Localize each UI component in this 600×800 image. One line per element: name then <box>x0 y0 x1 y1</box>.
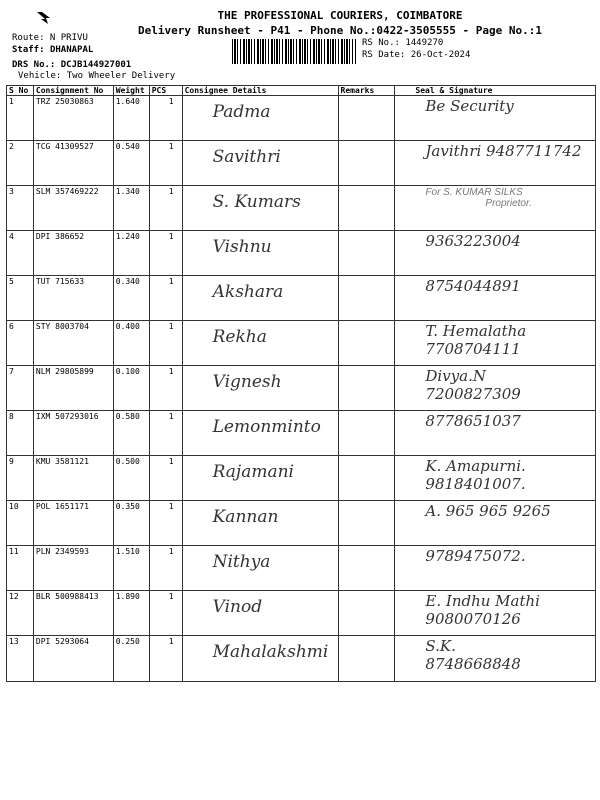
cell-sno: 5 <box>7 276 34 321</box>
table-row <box>7 456 596 501</box>
cell-weight: 1.240 <box>113 231 149 276</box>
cell-consignment-no: TCG 41309527 <box>33 141 113 186</box>
table-row <box>7 231 596 276</box>
cell-sno: 7 <box>7 366 34 411</box>
barcode <box>232 39 356 64</box>
header-signature: Seal & Signature <box>395 86 596 96</box>
cell-pcs: 1 <box>149 96 182 141</box>
cell-consignment-no: STY 8003704 <box>33 321 113 366</box>
cell-weight: 1.340 <box>113 186 149 231</box>
table-row <box>7 186 596 231</box>
cell-signature <box>395 636 596 682</box>
staff-label: Staff: <box>12 45 45 55</box>
cell-signature <box>395 141 596 186</box>
cell-consignment-no: PLN 2349593 <box>33 546 113 591</box>
cell-signature <box>395 411 596 456</box>
cell-pcs: 1 <box>149 456 182 501</box>
cell-pcs: 1 <box>149 636 182 682</box>
cell-consignee: Rajamani <box>182 456 338 501</box>
table-row <box>7 546 596 591</box>
header-sno: S No <box>7 86 34 96</box>
cell-consignment-no: NLM 29805899 <box>33 366 113 411</box>
cell-signature <box>395 591 596 636</box>
header-weight: Weight <box>113 86 149 96</box>
cell-weight: 1.510 <box>113 546 149 591</box>
drs-number: DRS No.: DCJB144927001 <box>12 60 132 70</box>
table-row <box>7 141 596 186</box>
signature-text: 8778651037 <box>425 412 521 430</box>
signature-text: A. 965 965 9265 <box>425 502 551 520</box>
cell-remarks <box>338 411 395 456</box>
signature-text: For S. KUMAR SILKS <box>425 187 523 198</box>
header-consignee: Consignee Details <box>182 86 338 96</box>
cell-pcs: 1 <box>149 501 182 546</box>
cell-pcs: 1 <box>149 141 182 186</box>
cell-remarks <box>338 501 395 546</box>
cell-consignment-no: IXM 507293016 <box>33 411 113 456</box>
rs-date: RS Date: 26-Oct-2024 <box>362 50 471 60</box>
cell-remarks <box>338 636 395 682</box>
cell-pcs: 1 <box>149 231 182 276</box>
cell-pcs: 1 <box>149 366 182 411</box>
signature-subtext: 9818401007. <box>425 475 526 493</box>
cell-sno: 11 <box>7 546 34 591</box>
table-row <box>7 411 596 456</box>
signature-text: E. Indhu Mathi 9080070126 <box>425 592 540 628</box>
table-header-row <box>7 86 596 96</box>
cell-pcs: 1 <box>149 276 182 321</box>
signature-subtext: Proprietor. <box>485 198 532 209</box>
cell-sno: 9 <box>7 456 34 501</box>
signature-text: Javithri 9487711742 <box>425 142 582 160</box>
cell-weight: 0.400 <box>113 321 149 366</box>
route-text: Route: N PRIVU <box>12 33 88 43</box>
cell-consignee: Padma <box>182 96 338 141</box>
staff-name: DHANAPAL <box>49 45 94 55</box>
signature-text: 9789475072. <box>425 547 526 565</box>
header-pcs: PCS <box>149 86 182 96</box>
cell-pcs: 1 <box>149 411 182 456</box>
cell-consignment-no: DPI 386652 <box>33 231 113 276</box>
cell-remarks <box>338 591 395 636</box>
cell-weight: 0.500 <box>113 456 149 501</box>
cell-consignment-no: POL 1651171 <box>33 501 113 546</box>
cell-consignee: Rekha <box>182 321 338 366</box>
cell-remarks <box>338 96 395 141</box>
cell-signature <box>395 186 596 231</box>
cell-consignment-no: BLR 500988413 <box>33 591 113 636</box>
table-row <box>7 636 596 682</box>
cell-consignee: Kannan <box>182 501 338 546</box>
cell-weight: 0.100 <box>113 366 149 411</box>
cell-consignee: Vishnu <box>182 231 338 276</box>
cell-signature <box>395 276 596 321</box>
cell-remarks <box>338 186 395 231</box>
cell-sno: 12 <box>7 591 34 636</box>
header-remarks: Remarks <box>338 86 395 96</box>
cell-weight: 0.540 <box>113 141 149 186</box>
vehicle-text: Vehicle: Two Wheeler Delivery <box>18 71 176 81</box>
cell-consignee: Akshara <box>182 276 338 321</box>
cell-signature <box>395 321 596 366</box>
cell-consignee: Nithya <box>182 546 338 591</box>
cell-consignment-no: TUT 715633 <box>33 276 113 321</box>
cell-signature <box>395 96 596 141</box>
cell-sno: 1 <box>7 96 34 141</box>
cell-weight: 1.640 <box>113 96 149 141</box>
cell-consignment-no: TRZ 25030863 <box>33 96 113 141</box>
cell-weight: 0.250 <box>113 636 149 682</box>
table-row <box>7 276 596 321</box>
cell-pcs: 1 <box>149 321 182 366</box>
cell-sno: 10 <box>7 501 34 546</box>
cell-sno: 3 <box>7 186 34 231</box>
cell-consignee: Savithri <box>182 141 338 186</box>
table-row <box>7 321 596 366</box>
signature-text: 9363223004 <box>425 232 521 250</box>
cell-sno: 2 <box>7 141 34 186</box>
cell-consignment-no: DPI 5293064 <box>33 636 113 682</box>
cell-signature <box>395 231 596 276</box>
signature-subtext: 7708704111 <box>425 340 521 358</box>
cell-remarks <box>338 141 395 186</box>
table-row <box>7 501 596 546</box>
cell-sno: 8 <box>7 411 34 456</box>
table-row <box>7 96 596 141</box>
runsheet-table <box>6 85 596 682</box>
cell-remarks <box>338 231 395 276</box>
header-consignment: Consignment No <box>33 86 113 96</box>
cell-consignee: S. Kumars <box>182 186 338 231</box>
cell-consignee: Vinod <box>182 591 338 636</box>
cell-consignee: Lemonminto <box>182 411 338 456</box>
cell-consignment-no: SLM 357469222 <box>33 186 113 231</box>
signature-subtext: 8748668848 <box>425 655 521 673</box>
signature-subtext: 7200827309 <box>425 385 521 403</box>
company-title: THE PROFESSIONAL COURIERS, COIMBATORE <box>217 9 463 22</box>
signature-text: S.K. <box>425 637 456 655</box>
cell-consignee: Vignesh <box>182 366 338 411</box>
rs-number: RS No.: 1449270 <box>362 38 444 48</box>
cell-remarks <box>338 321 395 366</box>
signature-text: T. Hemalatha <box>425 322 527 340</box>
cell-weight: 0.350 <box>113 501 149 546</box>
cell-sno: 13 <box>7 636 34 682</box>
cell-weight: 0.340 <box>113 276 149 321</box>
cell-consignee: Mahalakshmi <box>182 636 338 682</box>
cell-sno: 6 <box>7 321 34 366</box>
runsheet-title: Delivery Runsheet - P41 - Phone No.:0422-3505555 - Page No.:1 <box>138 24 542 37</box>
cell-signature <box>395 546 596 591</box>
cell-pcs: 1 <box>149 546 182 591</box>
cell-weight: 0.580 <box>113 411 149 456</box>
staff-text <box>12 45 93 55</box>
cell-remarks <box>338 546 395 591</box>
signature-text: K. Amapurni. <box>425 457 526 475</box>
cell-remarks <box>338 276 395 321</box>
cell-remarks <box>338 456 395 501</box>
cell-signature <box>395 456 596 501</box>
signature-text: 8754044891 <box>425 277 521 295</box>
cell-pcs: 1 <box>149 186 182 231</box>
cell-sno: 4 <box>7 231 34 276</box>
cell-weight: 1.890 <box>113 591 149 636</box>
cell-consignment-no: KMU 3581121 <box>33 456 113 501</box>
cell-signature <box>395 366 596 411</box>
table-row <box>7 591 596 636</box>
table-row <box>7 366 596 411</box>
signature-text: Be Security <box>425 97 514 115</box>
signature-text: Divya.N <box>425 367 487 385</box>
cell-signature <box>395 501 596 546</box>
cell-remarks <box>338 366 395 411</box>
cell-pcs: 1 <box>149 591 182 636</box>
